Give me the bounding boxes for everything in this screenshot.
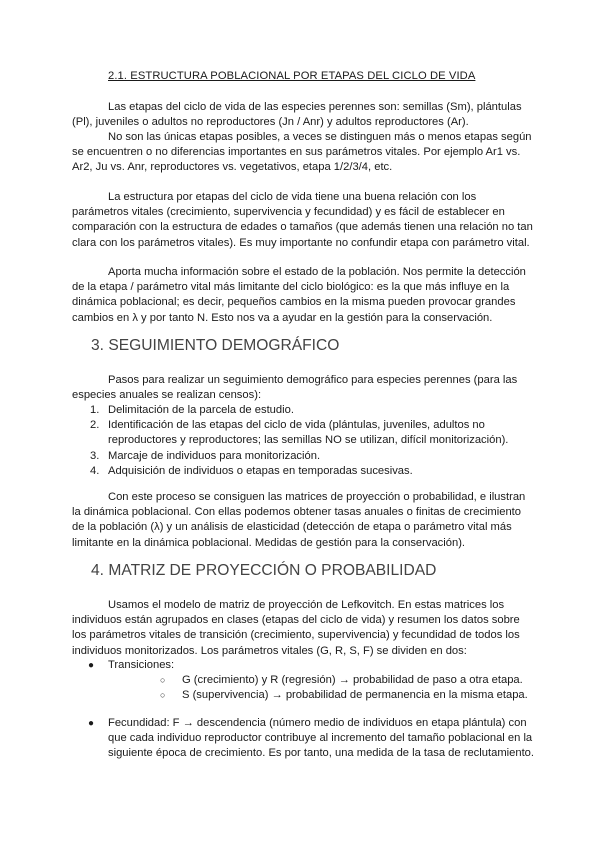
list-item: ● Fecundidad: F → descendencia (número medio de individuos en etapa plántula) con que cada individuo reproductor contribuye al incremento del tamaño poblacional en la siguiente época de crecimiento. Es por tanto, una medida de la tasa de reclutamiento.: [88, 717, 535, 760]
heading-seguimiento: 3. SEGUIMIENTO DEMOGRÁFICO: [91, 337, 340, 354]
list-item: ● Transiciones: ○ G (crecimiento) y R (regresión) → probabilidad de paso a otra etapa. ○ S (supervivencia) → probabilidad de permanencia en la misma etapa.: [72, 658, 534, 704]
circle-bullet-icon: ○: [160, 690, 166, 701]
list-item: ○ S (supervivencia) → probabilidad de permanencia en la misma etapa.: [144, 688, 534, 703]
list-item: 4. Adquisición de individuos o etapas en temporadas sucesivas.: [90, 464, 413, 477]
transitions-sublist: [108, 673, 534, 703]
list-item: 2. Identificación de las etapas del ciclo de vida (plántulas, juveniles, adultos no reproductores y reproductores; las semillas NO se utilizan, difícil monitorización).: [90, 419, 509, 447]
paragraph-steps-intro: Pasos para realizar un seguimiento demográfico para especies perennes (para las especies anuales se realizan censos):: [72, 374, 518, 402]
list-item: 3. Marcaje de individuos para monitorización.: [90, 449, 321, 462]
bullet-icon: ●: [88, 718, 95, 729]
transitions-list: [72, 658, 534, 704]
paragraph-stage-structure: La estructura por etapas del ciclo de vida tiene una buena relación con los parámetros vitales (crecimiento, supervivencia y fecundidad) y es fácil de establecer en comparación con la estructura de edades o tamaños (que además tienen una relación no tan clara con los parámetros vitales). Es muy importante no confundir etapa con parámetro vital.: [72, 191, 533, 249]
list-item: 1. Delimitación de la parcela de estudio.: [90, 404, 294, 416]
circle-bullet-icon: ○: [160, 675, 166, 686]
fecundity-list: [72, 716, 534, 762]
bullet-icon: ●: [88, 660, 95, 671]
paragraph-population-info: Aporta mucha información sobre el estado de la población. Nos permite la detección de la etapa / parámetro vital más limitante del ciclo biológico: es la que más influye en la dinámica poblacional; es decir, pequeños cambios en la misma pueden provocar grandes cambios en λ y por tanto N. Esto nos va a ayudar en la gestión para la conservación.: [72, 266, 526, 324]
paragraph-lefkovitch: Usamos el modelo de matriz de proyección de Lefkovitch. En estas matrices los individuos están agrupados en clases (etapas del ciclo de vida) y resumen los datos sobre los parámetros vitales de transición (crecimiento, supervivencia) y fecundidad de todos los individuos monitorizados. Los parámetros vitales (G, R, S, F) se dividen en dos:: [72, 599, 520, 657]
paragraph-steps-outro: Con este proceso se consiguen las matrices de proyección o probabilidad, e ilustran la dinámica poblacional. Con ellas podemos obtener tasas anuales o finitas de crecimiento de la población (λ) y un análisis de elasticidad (detección de etapa o parámetro vital más limitante en la dinámica poblacional. Medidas de gestión para la conservación).: [72, 491, 526, 549]
subsection-title: 2.1. ESTRUCTURA POBLACIONAL POR ETAPAS DEL CICLO DE VIDA: [108, 70, 476, 82]
paragraph-life-stages: Las etapas del ciclo de vida de las especies perennes son: semillas (Sm), plántulas (Pl), juveniles o adultos no reproductores (Jn / Anr) y adultos reproductores (Ar).: [72, 101, 522, 129]
steps-list: [72, 403, 534, 479]
list-item: ○ G (crecimiento) y R (regresión) → probabilidad de paso a otra etapa.: [144, 673, 534, 688]
heading-matriz: 4. MATRIZ DE PROYECCIÓN O PROBABILIDAD: [91, 562, 437, 579]
paragraph-other-stages: No son las únicas etapas posibles, a veces se distinguen más o menos etapas según se encuentren o no diferencias importantes en sus parámetros vitales. Por ejemplo Ar1 vs. Ar2, Ju vs. Anr, reproductores vs. vegetativos, etapa 1/2/3/4, etc.: [72, 131, 532, 174]
